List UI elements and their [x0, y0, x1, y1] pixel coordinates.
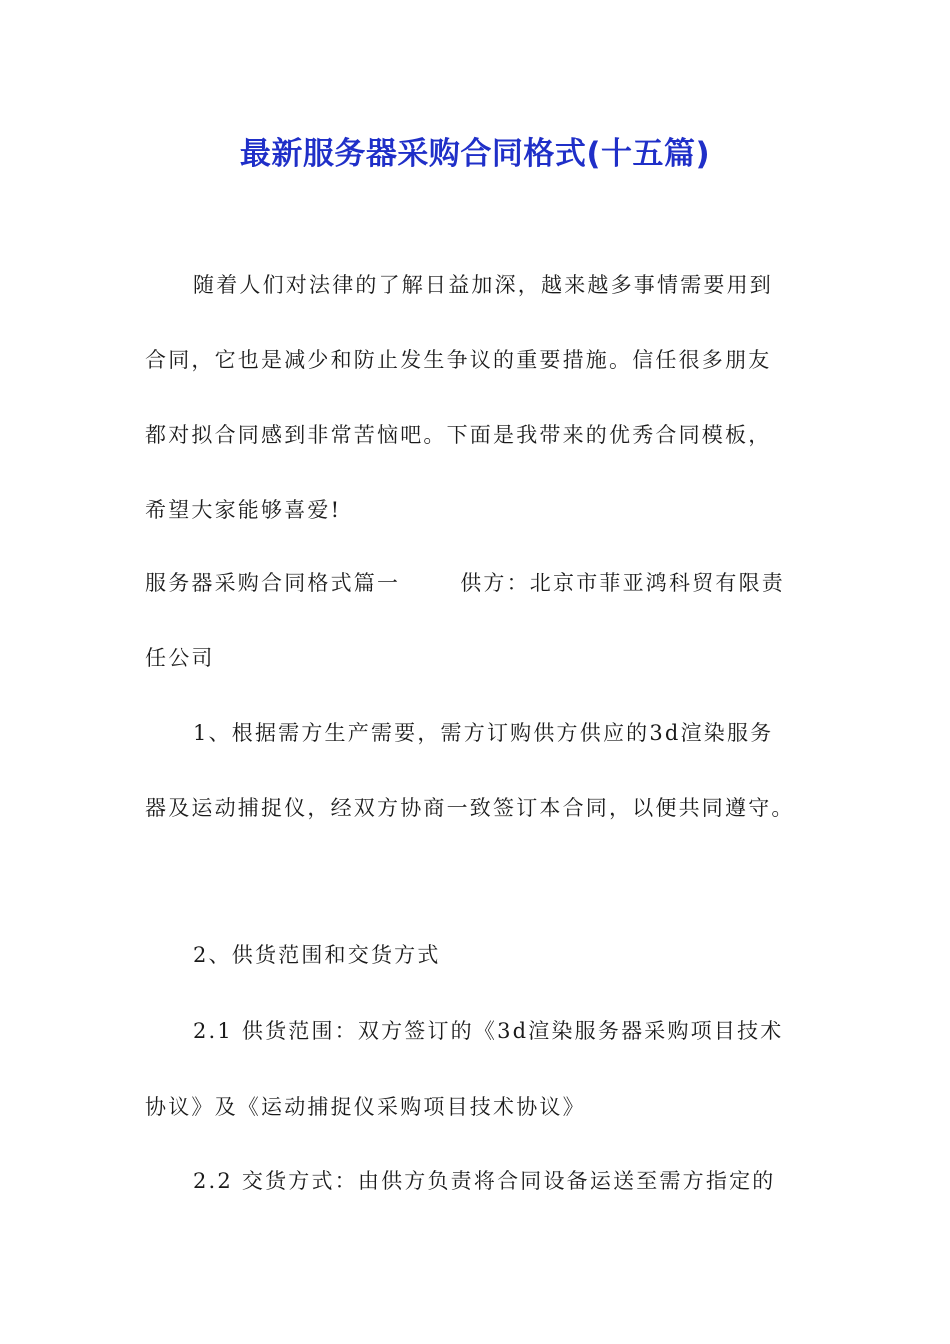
clause-2-heading: 2、供货范围和交货方式	[193, 943, 441, 967]
section-heading-line	[145, 568, 815, 598]
supplier-text: 供方：北京市菲亚鸿科贸有限责	[460, 571, 786, 595]
clause-2-2-line: 2.2 交货方式：由供方负责将合同设备运送至需方指定的	[193, 1169, 776, 1193]
clause-1-line: 器及运动捕捉仪，经双方协商一致签订本合同，以便共同遵守。	[145, 796, 795, 820]
document-title: 最新服务器采购合同格式(十五篇)	[239, 136, 711, 172]
intro-paragraph-line: 合同，它也是减少和防止发生争议的重要措施。信任很多朋友	[145, 348, 772, 372]
section-heading: 服务器采购合同格式篇一	[145, 571, 401, 595]
clause-2-1-line: 2.1 供货范围：双方签订的《3d渲染服务器采购项目技术	[193, 1019, 784, 1043]
intro-paragraph-line: 希望大家能够喜爱!	[145, 498, 342, 522]
intro-paragraph-line: 随着人们对法律的了解日益加深，越来越多事情需要用到	[193, 273, 773, 297]
clause-1-line: 1、根据需方生产需要，需方订购供方供应的3d渲染服务	[193, 721, 774, 745]
intro-paragraph-line: 都对拟合同感到非常苦恼吧。下面是我带来的优秀合同模板，	[145, 423, 772, 447]
supplier-text-continued: 任公司	[145, 646, 215, 670]
clause-2-1-line: 协议》及《运动捕捉仪采购项目技术协议》	[145, 1095, 586, 1119]
